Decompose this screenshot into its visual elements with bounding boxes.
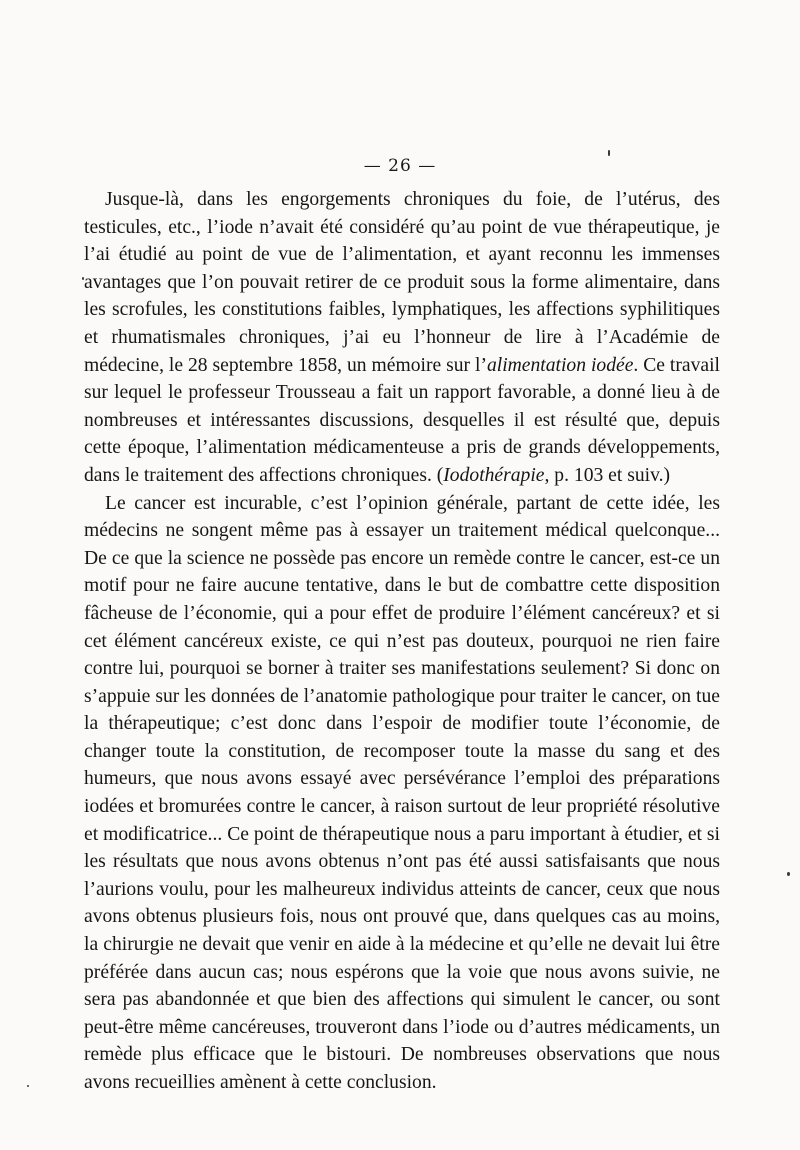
- italic-alimentation-iodee: alimentation iodée: [486, 354, 634, 376]
- paragraph-2: Le cancer est incurable, c’est l’opinion générale, partant de cette idée, les médecins ne songent même pas à essayer un traitement médical quelconque... De ce que la science ne possède pas encore un remède contre le cancer, est-ce un motif pour ne faire aucune tentative, dans le but de combattre cette disposition fâcheuse de l’économie, qui a pour effet de produire l’élément cancéreux? et si cet élément cancéreux existe, ce qui n’est pas douteux, pourquoi ne rien faire contre lui, pourquoi se borner à traiter ses manifestations seulement? Si donc on s’appuie sur les données de l’anatomie pathologique pour traiter le cancer, on tue la thérapeutique; c’est donc dans l’espoir de modifier toute l’économie, de changer toute la constitution, de recomposer toute la masse du sang et des humeurs, que nous avons essayé avec persévérance l’emploi des préparations iodées et bromurées contre le cancer, à raison surtout de leur propriété résolutive et modificatrice... Ce point de thérapeutique nous a paru important à étudier, et si les résultats que nous avons obtenus n’ont pas été aussi satisfaisants que nous l’aurions voulu, pour les malheureux individus atteints de cancer, ceux que nous avons obtenus plusieurs fois, nous ont prouvé que, dans quelques cas au moins, la chirurgie ne devait que venir en aide à la médecine et qu’elle ne devait lui être préférée dans aucun cas; nous espérons que la voie que nous avons suivie, ne sera pas abandonnée et que bien des affections qui simulent le cancer, ou sont peut-être même cancéreuses, trouveront dans l’iode ou d’autres médicaments, un remède plus efficace que le bistouri. De nombreuses observations que nous avons recueillies amènent à cette conclusion.: [84, 492, 720, 1093]
- paragraph-1-text-end: , p. 103 et suiv.): [544, 464, 671, 486]
- paragraph-1: [84, 186, 720, 490]
- page-number: — 26 —: [363, 156, 437, 176]
- italic-iodotherapie: Iodothérapie: [443, 464, 545, 486]
- paragraph-1-text-middle: . Ce travail sur lequel le professeur Trousseau a fait un rapport favorable, a donné lieu à de nombreuses et intéressantes discussions, desquelles il est résulté que, depuis cette époque, l’alimentation médicamenteuse a pris de grands développements, dans le traitement des affections chroniques. (: [84, 354, 720, 486]
- body-text: [84, 186, 720, 1097]
- ink-speck: [27, 1085, 29, 1087]
- ink-speck: [787, 872, 790, 876]
- paragraph-1-text-start: Jusque-là, dans les engorgements chroniques du foie, de l’utérus, des testicules, etc., l’iode n’avait été considéré qu’au point de vue thérapeutique, je l’ai étudié au point de vue de l’alimentation, et ayant reconnu les immenses avantages que l’on pouvait retirer de ce produit sous la forme alimentaire, dans les scrofules, les constitutions faibles, lymphatiques, les affections syphilitiques et rhumatismales chroniques, j’ai eu l’honneur de lire à l’Académie de médecine, le 28 septembre 1858, un mémoire sur l’: [84, 189, 720, 376]
